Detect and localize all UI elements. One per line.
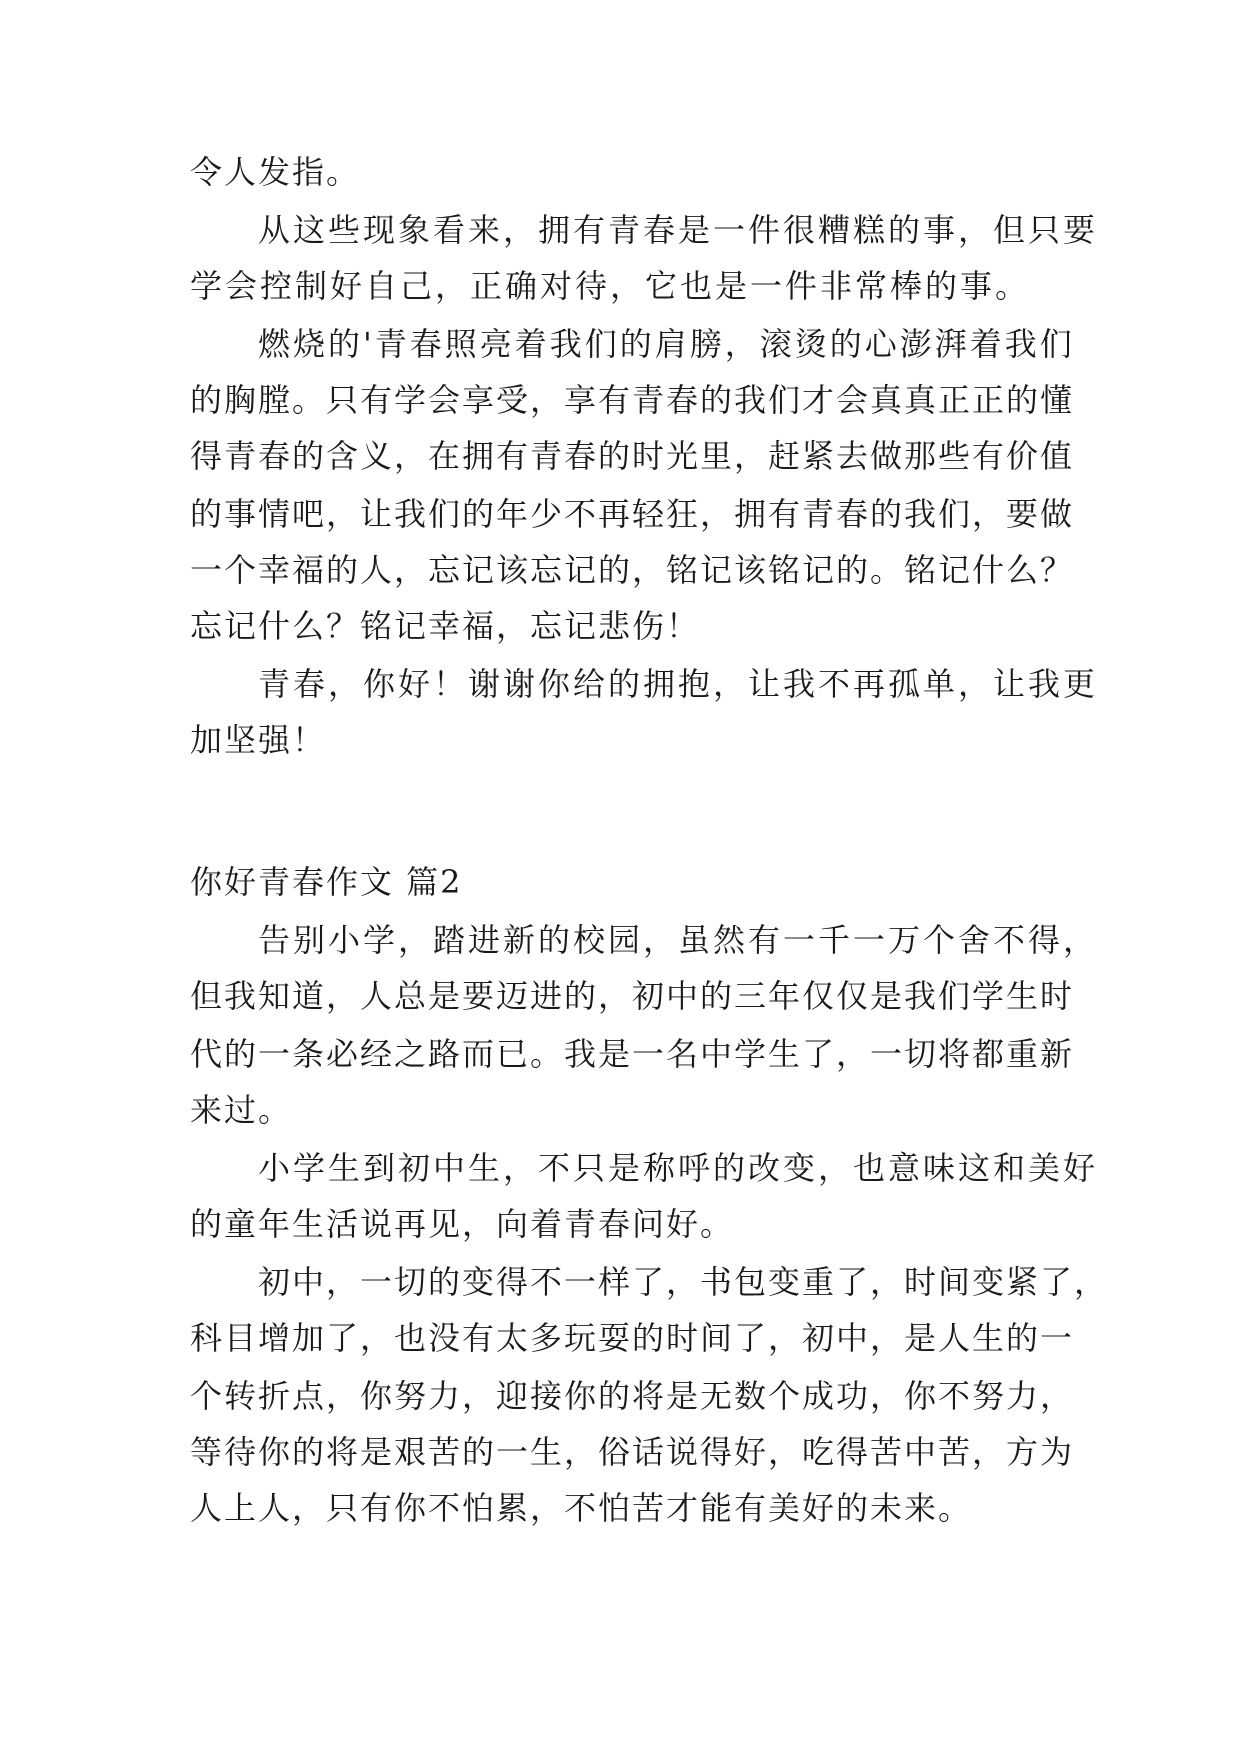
text-line: 的童年生活说再见，向着青春问好。 bbox=[190, 1205, 735, 1243]
text-line: 令人发指。 bbox=[190, 153, 361, 191]
text-line: 代的一条必经之路而已。我是一名中学生了，一切将都重新 bbox=[190, 1035, 1075, 1073]
section-heading: 你好青春作文 篇2 bbox=[190, 863, 463, 901]
text-line: 个转折点，你努力，迎接你的将是无数个成功，你不努力， bbox=[190, 1377, 1075, 1415]
text-line: 忘记什么？铭记幸福，忘记悲伤！ bbox=[190, 607, 701, 645]
text-line: 一个幸福的人，忘记该忘记的，铭记该铭记的。铭记什么？ bbox=[190, 551, 1075, 589]
text-line: 的事情吧，让我们的年少不再轻狂，拥有青春的我们，要做 bbox=[190, 495, 1075, 533]
paragraph-first-line: 小学生到初中生，不只是称呼的改变，也意味这和美好 bbox=[258, 1149, 1099, 1187]
paragraph-first-line: 从这些现象看来，拥有青春是一件很糟糕的事，但只要 bbox=[258, 211, 1099, 249]
text-line: 得青春的含义，在拥有青春的时光里，赶紧去做那些有价值 bbox=[190, 437, 1075, 475]
text-line: 学会控制好自己，正确对待，它也是一件非常棒的事。 bbox=[190, 267, 1031, 305]
text-line: 的胸膛。只有学会享受，享有青春的我们才会真真正正的懂 bbox=[190, 381, 1075, 419]
paragraph-first-line: 初中，一切的变得不一样了，书包变重了，时间变紧了， bbox=[258, 1263, 1109, 1301]
text-line: 等待你的将是艰苦的一生，俗话说得好，吃得苦中苦，方为 bbox=[190, 1433, 1075, 1471]
paragraph-first-line: 燃烧的'青春照亮着我们的肩膀，滚烫的心澎湃着我们 bbox=[258, 325, 1075, 363]
paragraph-first-line: 告别小学，踏进新的校园，虽然有一千一万个舍不得， bbox=[258, 921, 1099, 959]
text-line: 加坚强！ bbox=[190, 721, 327, 759]
text-line: 科目增加了，也没有太多玩耍的时间了，初中，是人生的一 bbox=[190, 1319, 1075, 1357]
text-line: 来过。 bbox=[190, 1091, 293, 1129]
paragraph-first-line: 青春，你好！谢谢你给的拥抱，让我不再孤单，让我更 bbox=[258, 665, 1099, 703]
text-line: 人上人，只有你不怕累，不怕苦才能有美好的未来。 bbox=[190, 1489, 973, 1527]
text-line: 但我知道，人总是要迈进的，初中的三年仅仅是我们学生时 bbox=[190, 977, 1075, 1015]
